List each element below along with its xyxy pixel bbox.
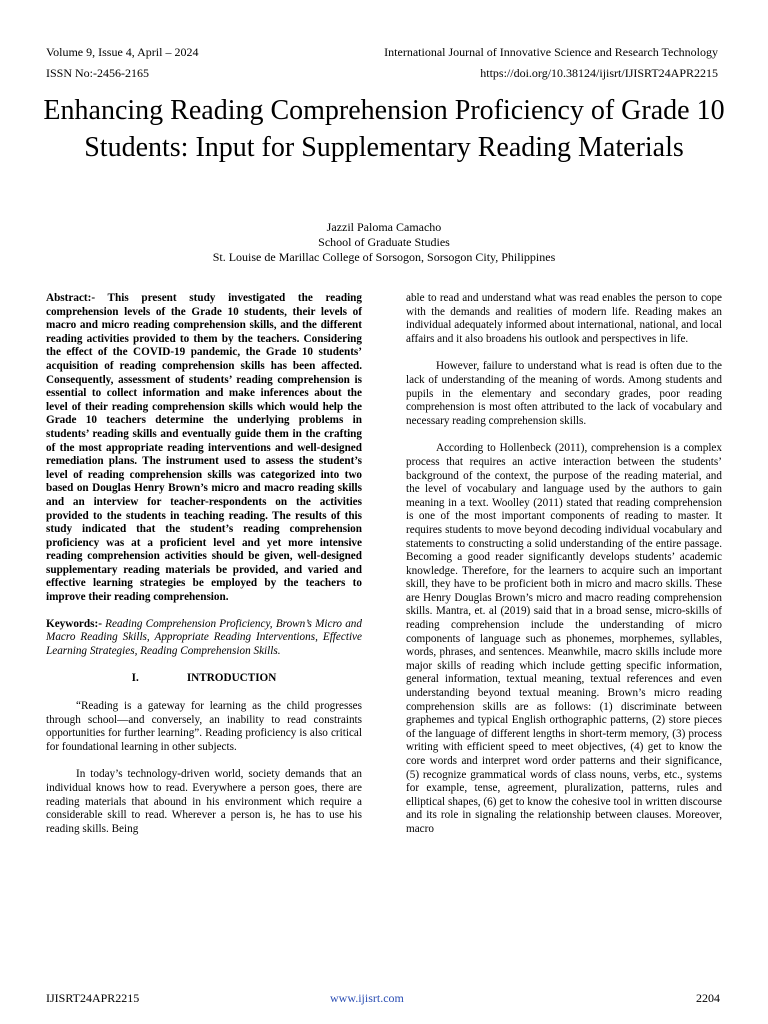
paper-title: Enhancing Reading Comprehension Proficiency of Grade 10 Students: Input for Supplementary Reading Materials — [43, 95, 725, 163]
footer-code: IJISRT24APR2215 — [46, 991, 140, 1005]
doi-link[interactable]: https://doi.org/10.38124/ijisrt/IJISRT24APR2215 — [480, 66, 718, 80]
author-block — [0, 220, 768, 265]
keywords-text: Reading Comprehension Proficiency, Brown’s Micro and Macro Reading Skills, Appropriate Reading Interventions, Effective Learning Strategies, Reading Comprehension Skills. — [46, 617, 362, 657]
author-name: Jazzil Paloma Camacho — [326, 220, 442, 234]
issn: ISSN No:-2456-2165 — [46, 66, 150, 80]
paragraph: “Reading is a gateway for learning as the child progresses through school—and conversely, an inability to read constraints opportunities for further learning”. Reading proficiency is also critical for foundational learning in other subjects. — [46, 700, 362, 753]
abstract: Abstract:- This present study investigated the reading comprehension levels of the Grade 10 students, their levels of macro and micro reading comprehension skills, and the different reading activities provided to them by the teachers. Considering the effect of the COVID-19 pandemic, the Grade 10 students’ acquisition of reading comprehension skills has been affected. Consequently, assessment of students’ reading comprehension is essential to collect information and make inferences about the level of their reading comprehension skills which would help the Grade 10 teachers determine the underlying problems in students’ reading skills and eventually guide them in the crafting of the most appropriate reading interventions and well-designed remediation plans. The instrument used to assess the student’s level of reading comprehension skills was categorized into two based on Douglas Henry Brown’s micro and macro reading skills and an interview for teacher-respondents on the activities provided to the students in teaching reading. The results of this study indicated that the student’s reading comprehension proficiency was at a proficient level and yet more intensive reading comprehension activities should be given, well-designed supplementary reading materials be provided, and varied and effective learning strategies be employed by the teachers to improve their reading comprehension. — [46, 292, 362, 604]
paragraph: According to Hollenbeck (2011), comprehension is a complex process that requires an active interaction between the students’ background of the context, the purpose of the reading material, and the level of vocabulary and language used by the authors to gain meaning in a text. Woolley (2011) stated that reading comprehension is one of the most important components of reading to master. It requires students to move beyond decoding individual vocabulary and statements to constructing a solid understanding of the entire passage. Becoming a good reader significantly develops students’ academic knowledge. Therefore, for the learners to acquire such an important skill, they have to be proficient both in micro and macro skills. These are Henry Douglas Brown’s micro and macro reading comprehension skills. Mantra, et. al (2019) said that in a broad sense, micro-skills of reading comprehension include the understanding of micro components of language such as phonemes, morphemes, syllables, words, phrases, and sentences. Meanwhile, macro skills include more major skills of reading which include getting specific information, general information, textual meaning, textual references and even understanding beyond textual meaning. Brown’s micro reading comprehension skills are as follows: (1) discriminate between graphemes and typical English orthographic patterns, (2) store pieces of the language of different lengths in short-term memory, (3) process writing with efficient speed to meet objectives, (4) get to know the core words and interpret word order patterns and their significance, (5) recognize grammatical words of class nouns, verbs, etc., systems for example, tense, agreement, pluralization, patterns, rules and elliptical shapes, (6) get to know the cohesive tool in written discourse and its role in signaling the relationship between clauses. Moreover, macro — [406, 442, 722, 835]
paragraph: However, failure to understand what is read is often due to the lack of understanding of the meaning of words. Among students and pupils in the elementary and secondary grades, poor reading comprehension is most often attributed to the lack of vocabulary and necessary reading comprehension skills. — [406, 360, 722, 427]
page-number: 2204 — [696, 991, 720, 1005]
author-affiliation: St. Louise de Marillac College of Sorsogon, Sorsogon City, Philippines — [212, 250, 556, 264]
journal-name: International Journal of Innovative Science and Research Technology — [384, 45, 718, 59]
section-heading — [46, 672, 362, 686]
keywords — [46, 618, 362, 659]
keywords-label: Keywords:- — [46, 617, 102, 630]
left-column — [46, 292, 362, 836]
section-title: INTRODUCTION — [186, 672, 277, 685]
section-number: I. — [131, 672, 139, 685]
paragraph: In today’s technology-driven world, society demands that an individual knows how to read. Everywhere a person goes, there are reading materials that abound in his environment which require a considerable skill to read. Wherever a person is, he has to use his reading skills. Being — [46, 768, 362, 835]
author-department: School of Graduate Studies — [318, 235, 450, 249]
right-column — [406, 292, 722, 837]
footer-url[interactable]: www.ijisrt.com — [330, 991, 404, 1005]
paragraph: able to read and understand what was read enables the person to cope with the demands and realities of modern life. Reading makes an individual adequately informed about international, national, and local affairs and it also broadens his outlook and perspectives in life. — [406, 292, 722, 345]
volume-info: Volume 9, Issue 4, April – 2024 — [46, 45, 199, 59]
